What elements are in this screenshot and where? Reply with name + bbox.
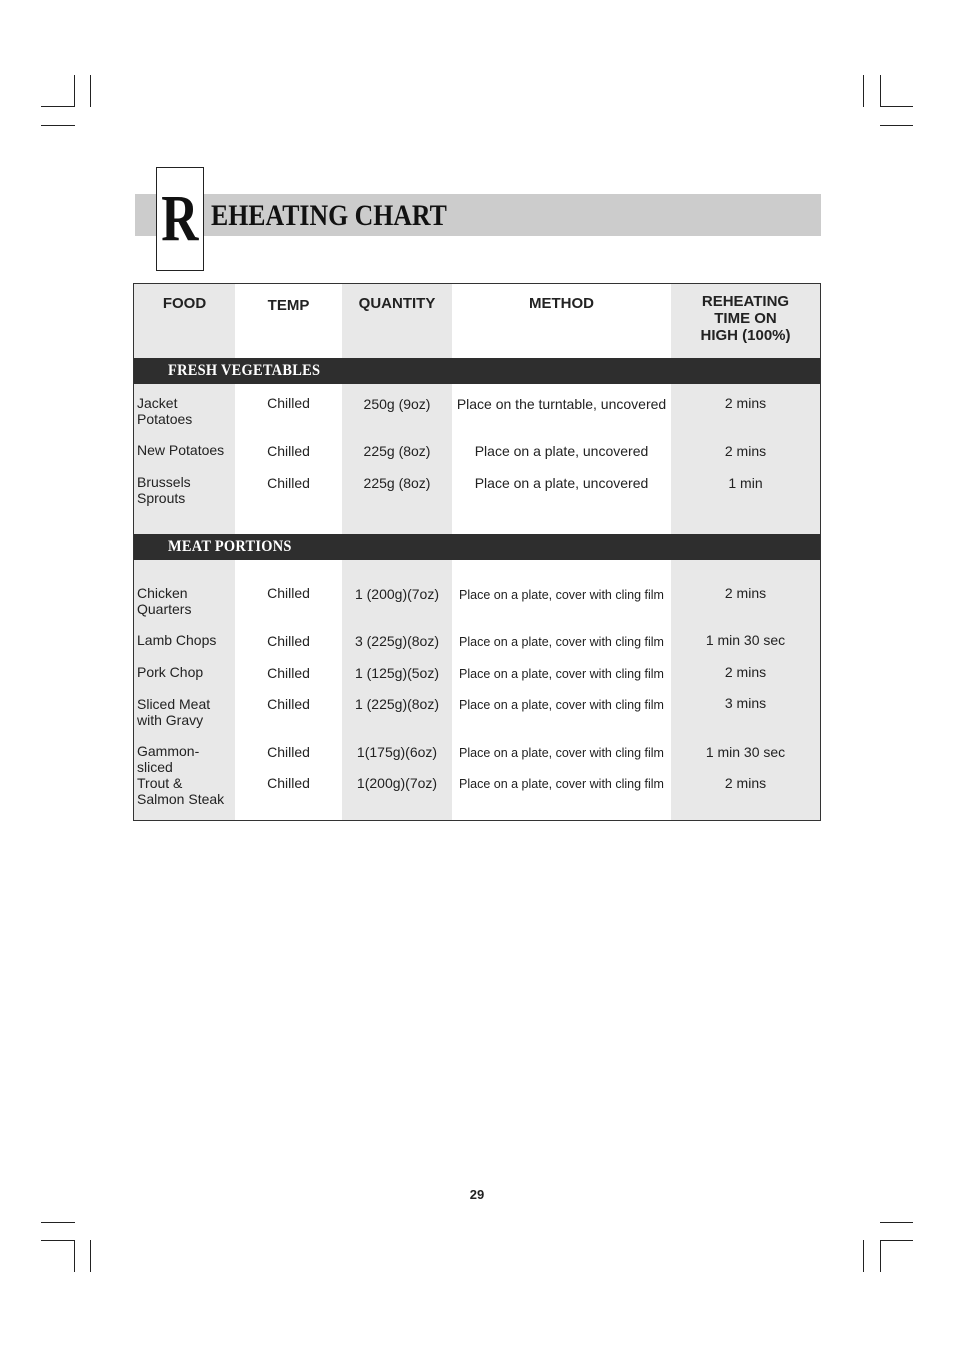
food-line: Quarters xyxy=(137,601,192,617)
crop-mark xyxy=(863,1240,864,1272)
food-cell xyxy=(137,696,235,728)
temp-cell: Chilled xyxy=(267,633,310,649)
quantity-cell: 225g (8oz) xyxy=(363,475,431,491)
temp-cell: Chilled xyxy=(267,443,310,459)
method-cell: Place on a plate, uncovered xyxy=(474,475,649,491)
food-line: Trout & xyxy=(137,775,183,791)
quantity-cell: 1 (225g)(8oz) xyxy=(354,696,440,712)
header-time-line: HIGH (100%) xyxy=(700,327,791,344)
title-initial-box xyxy=(156,167,204,271)
temp-cell: Chilled xyxy=(267,395,310,411)
food-line: with Gravy xyxy=(137,712,204,728)
section-label: MEAT PORTIONS xyxy=(168,538,292,555)
crop-mark xyxy=(41,125,75,126)
food-line: Gammon-sliced xyxy=(137,743,200,775)
crop-mark xyxy=(90,1240,91,1272)
time-cell: 2 mins xyxy=(724,775,767,791)
quantity-cell: 1 (200g)(7oz) xyxy=(354,586,440,602)
method-cell: Place on a plate, cover with cling film xyxy=(459,777,664,791)
title-initial: R xyxy=(161,182,199,255)
crop-mark xyxy=(74,75,75,107)
crop-mark xyxy=(863,75,864,107)
temp-cell: Chilled xyxy=(267,744,310,760)
food-line: Jacket xyxy=(137,395,178,411)
time-cell: 3 mins xyxy=(724,695,767,711)
header-temp: TEMP xyxy=(267,297,310,314)
method-cell: Place on a plate, uncovered xyxy=(474,443,649,459)
method-cell: Place on a plate, cover with cling film xyxy=(459,667,664,681)
crop-mark xyxy=(880,1222,913,1223)
quantity-cell: 250g (9oz) xyxy=(363,396,431,412)
header-food: FOOD xyxy=(162,295,207,312)
header-time-line: REHEATING xyxy=(701,293,790,310)
food-cell xyxy=(137,442,235,458)
food-line: Pork Chop xyxy=(137,664,204,680)
quantity-cell: 225g (8oz) xyxy=(363,443,431,459)
food-line: Potatoes xyxy=(137,411,193,427)
time-cell: 2 mins xyxy=(724,664,767,680)
crop-mark xyxy=(41,1240,75,1241)
temp-cell: Chilled xyxy=(267,775,310,791)
quantity-cell: 1(175g)(6oz) xyxy=(356,744,438,760)
time-cell: 1 min 30 sec xyxy=(705,632,786,648)
temp-cell: Chilled xyxy=(267,696,310,712)
quantity-cell: 3 (225g)(8oz) xyxy=(354,633,440,649)
food-line: Salmon Steak xyxy=(137,791,225,807)
crop-mark xyxy=(880,75,881,107)
temp-cell: Chilled xyxy=(267,475,310,491)
temp-cell: Chilled xyxy=(267,665,310,681)
crop-mark xyxy=(880,1240,913,1241)
quantity-cell: 1(200g)(7oz) xyxy=(356,775,438,791)
food-cell xyxy=(137,743,235,775)
food-cell xyxy=(137,775,235,807)
section-label: FRESH VEGETABLES xyxy=(168,362,321,379)
section-bar-fresh-vegetables xyxy=(134,358,820,384)
time-cell: 1 min 30 sec xyxy=(705,744,786,760)
page-title: EHEATING CHART xyxy=(211,199,447,232)
food-cell xyxy=(137,474,235,506)
header-quantity: QUANTITY xyxy=(358,295,436,312)
food-line: Lamb Chops xyxy=(137,632,217,648)
method-cell: Place on a plate, cover with cling film xyxy=(459,746,664,760)
time-cell: 2 mins xyxy=(724,585,767,601)
time-cell: 2 mins xyxy=(724,443,767,459)
quantity-cell: 1 (125g)(5oz) xyxy=(354,665,440,681)
food-line: Sprouts xyxy=(137,490,186,506)
food-cell xyxy=(137,664,235,680)
method-cell: Place on the turntable, uncovered xyxy=(456,396,667,412)
food-cell xyxy=(137,585,235,617)
method-cell: Place on a plate, cover with cling film xyxy=(459,635,664,649)
crop-mark xyxy=(41,1222,75,1223)
crop-mark xyxy=(74,1240,75,1272)
page-number: 29 xyxy=(469,1187,485,1202)
food-cell xyxy=(137,632,235,648)
crop-mark xyxy=(880,125,913,126)
header-time-line: TIME ON xyxy=(714,310,777,327)
food-cell xyxy=(137,395,235,427)
crop-mark xyxy=(90,75,91,107)
method-cell: Place on a plate, cover with cling film xyxy=(459,588,664,602)
crop-mark xyxy=(880,106,913,107)
method-cell: Place on a plate, cover with cling film xyxy=(459,698,664,712)
food-line: New Potatoes xyxy=(137,442,225,458)
temp-cell: Chilled xyxy=(267,585,310,601)
food-line: Brussels xyxy=(137,474,191,490)
food-line: Chicken xyxy=(137,585,188,601)
crop-mark xyxy=(880,1240,881,1272)
section-bar-meat-portions xyxy=(134,534,820,560)
time-cell: 2 mins xyxy=(724,395,767,411)
header-method: METHOD xyxy=(529,295,594,312)
time-cell: 1 min xyxy=(728,475,763,491)
header-reheating-time xyxy=(671,293,820,344)
food-line: Sliced Meat xyxy=(137,696,211,712)
crop-mark xyxy=(41,106,75,107)
